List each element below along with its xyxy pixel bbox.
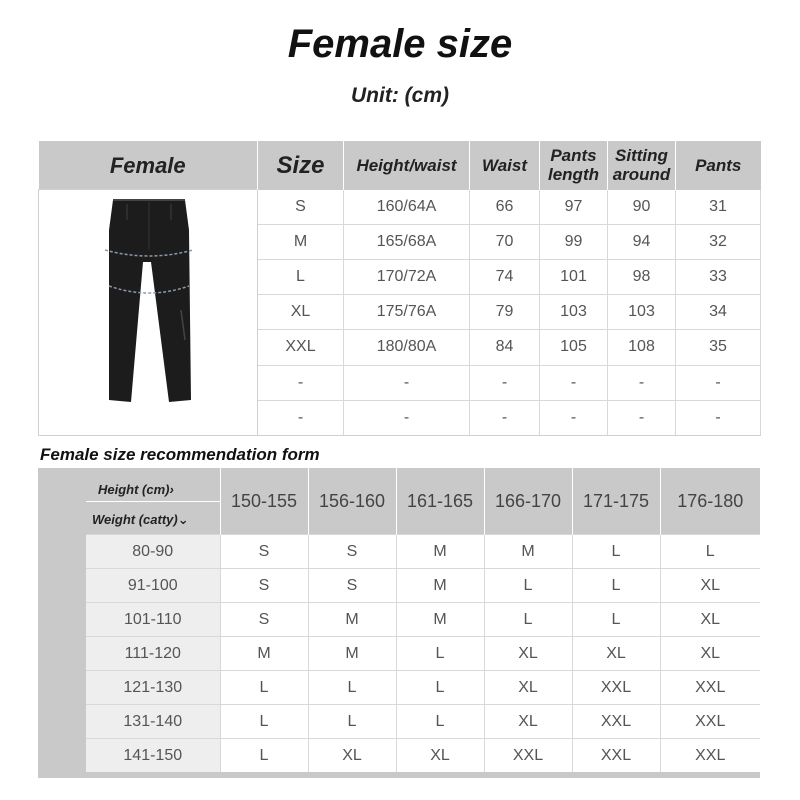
height-range-header: 176-180: [660, 468, 760, 535]
size-cell: -: [258, 400, 344, 435]
size-cell: 32: [676, 224, 761, 259]
size-cell: XXL: [258, 330, 344, 365]
recommended-size-cell: L: [660, 535, 760, 569]
recommended-size-cell: XL: [572, 637, 660, 671]
weight-axis-label: Weight (catty)⌄: [92, 512, 189, 527]
header-pants-length-line2: length: [548, 165, 599, 185]
size-cell: 94: [608, 224, 676, 259]
recommended-size-cell: L: [220, 671, 308, 705]
recommended-size-cell: XXL: [572, 705, 660, 739]
size-cell: 79: [470, 295, 540, 330]
recommendation-row: [86, 739, 760, 773]
size-cell: 97: [540, 190, 608, 225]
header-waist: Waist: [470, 141, 540, 190]
weight-range-label: 141-150: [86, 739, 220, 773]
recommended-size-cell: M: [396, 535, 484, 569]
recommended-size-cell: M: [396, 569, 484, 603]
size-cell: 33: [676, 259, 761, 294]
size-cell: -: [540, 365, 608, 400]
size-cell: -: [470, 365, 540, 400]
corner-divider: [86, 501, 220, 502]
header-pants: Pants: [676, 141, 761, 190]
weight-range-label: 101-110: [86, 603, 220, 637]
weight-range-label: 131-140: [86, 705, 220, 739]
size-cell: 170/72A: [344, 259, 470, 294]
recommended-size-cell: XL: [484, 637, 572, 671]
recommended-size-cell: L: [308, 705, 396, 739]
recommended-size-cell: M: [220, 637, 308, 671]
recommended-size-cell: M: [308, 637, 396, 671]
size-cell: XL: [258, 295, 344, 330]
height-range-header: 156-160: [308, 468, 396, 535]
weight-range-label: 121-130: [86, 671, 220, 705]
size-cell: 31: [676, 190, 761, 225]
size-cell: 103: [608, 295, 676, 330]
header-pants-length: [540, 141, 608, 190]
recommended-size-cell: XXL: [572, 671, 660, 705]
size-cell: 160/64A: [344, 190, 470, 225]
header-female: Female: [39, 141, 258, 190]
size-cell: -: [676, 365, 761, 400]
recommendation-panel: [38, 468, 760, 778]
size-row: [39, 190, 761, 225]
recommendation-row: [86, 535, 760, 569]
recommended-size-cell: S: [220, 569, 308, 603]
height-range-header: 161-165: [396, 468, 484, 535]
recommended-size-cell: L: [572, 569, 660, 603]
recommended-size-cell: L: [572, 603, 660, 637]
pants-icon: [39, 190, 258, 430]
size-cell: 84: [470, 330, 540, 365]
recommended-size-cell: L: [572, 535, 660, 569]
header-height-waist: Height/waist: [344, 141, 470, 190]
size-cell: 105: [540, 330, 608, 365]
recommended-size-cell: M: [308, 603, 396, 637]
unit-label: Unit: (cm): [351, 84, 449, 107]
size-cell: -: [344, 400, 470, 435]
recommendation-heading: Female size recommendation form: [40, 445, 320, 464]
size-cell: 101: [540, 259, 608, 294]
recommended-size-cell: XL: [484, 705, 572, 739]
weight-range-label: 111-120: [86, 637, 220, 671]
recommended-size-cell: XL: [660, 637, 760, 671]
size-table-header: [39, 141, 761, 190]
size-cell: 175/76A: [344, 295, 470, 330]
recommended-size-cell: XL: [660, 569, 760, 603]
recommended-size-cell: XL: [396, 739, 484, 773]
size-cell: 34: [676, 295, 761, 330]
recommended-size-cell: L: [396, 705, 484, 739]
size-cell: -: [608, 365, 676, 400]
recommended-size-cell: XXL: [660, 739, 760, 773]
weight-range-label: 91-100: [86, 569, 220, 603]
size-cell: M: [258, 224, 344, 259]
page-title: Female size: [287, 22, 513, 66]
recommended-size-cell: S: [308, 535, 396, 569]
height-range-header: 150-155: [220, 468, 308, 535]
recommended-size-cell: XXL: [660, 705, 760, 739]
size-cell: 70: [470, 224, 540, 259]
size-cell: 99: [540, 224, 608, 259]
size-cell: -: [608, 400, 676, 435]
header-pants-length-line1: Pants: [550, 146, 597, 166]
header-sitting-around: [608, 141, 676, 190]
size-cell: -: [676, 400, 761, 435]
header-size: Size: [258, 141, 344, 190]
size-cell: 108: [608, 330, 676, 365]
recommended-size-cell: XXL: [484, 739, 572, 773]
header-sitting-around-line2: around: [612, 165, 671, 185]
size-cell: 180/80A: [344, 330, 470, 365]
height-range-header: 166-170: [484, 468, 572, 535]
recommended-size-cell: XL: [308, 739, 396, 773]
recommended-size-cell: XXL: [572, 739, 660, 773]
size-cell: -: [344, 365, 470, 400]
size-cell: 98: [608, 259, 676, 294]
recommended-size-cell: S: [220, 535, 308, 569]
corner-cell: [86, 468, 220, 535]
size-table: [38, 141, 761, 436]
recommended-size-cell: L: [220, 739, 308, 773]
recommended-size-cell: L: [396, 637, 484, 671]
recommendation-row: [86, 603, 760, 637]
recommendation-row: [86, 671, 760, 705]
recommended-size-cell: M: [396, 603, 484, 637]
size-cell: 103: [540, 295, 608, 330]
recommendation-row: [86, 705, 760, 739]
size-cell: -: [258, 365, 344, 400]
height-axis-label: Height (cm)›: [98, 482, 174, 497]
size-cell: 66: [470, 190, 540, 225]
recommendation-header: [86, 468, 760, 535]
size-cell: S: [258, 190, 344, 225]
size-cell: 35: [676, 330, 761, 365]
product-image: [39, 190, 258, 436]
size-cell: 74: [470, 259, 540, 294]
recommended-size-cell: XL: [484, 671, 572, 705]
size-cell: -: [540, 400, 608, 435]
recommended-size-cell: L: [484, 603, 572, 637]
weight-range-label: 80-90: [86, 535, 220, 569]
header-sitting-around-line1: Sitting: [615, 146, 668, 166]
recommendation-row: [86, 569, 760, 603]
recommended-size-cell: M: [484, 535, 572, 569]
height-range-header: 171-175: [572, 468, 660, 535]
recommendation-row: [86, 637, 760, 671]
recommended-size-cell: L: [396, 671, 484, 705]
recommended-size-cell: S: [220, 603, 308, 637]
recommended-size-cell: L: [484, 569, 572, 603]
recommendation-table: [86, 468, 760, 772]
recommended-size-cell: XL: [660, 603, 760, 637]
size-cell: -: [470, 400, 540, 435]
recommended-size-cell: L: [308, 671, 396, 705]
size-cell: 165/68A: [344, 224, 470, 259]
recommended-size-cell: XXL: [660, 671, 760, 705]
recommended-size-cell: S: [308, 569, 396, 603]
size-cell: L: [258, 259, 344, 294]
recommended-size-cell: L: [220, 705, 308, 739]
size-cell: 90: [608, 190, 676, 225]
